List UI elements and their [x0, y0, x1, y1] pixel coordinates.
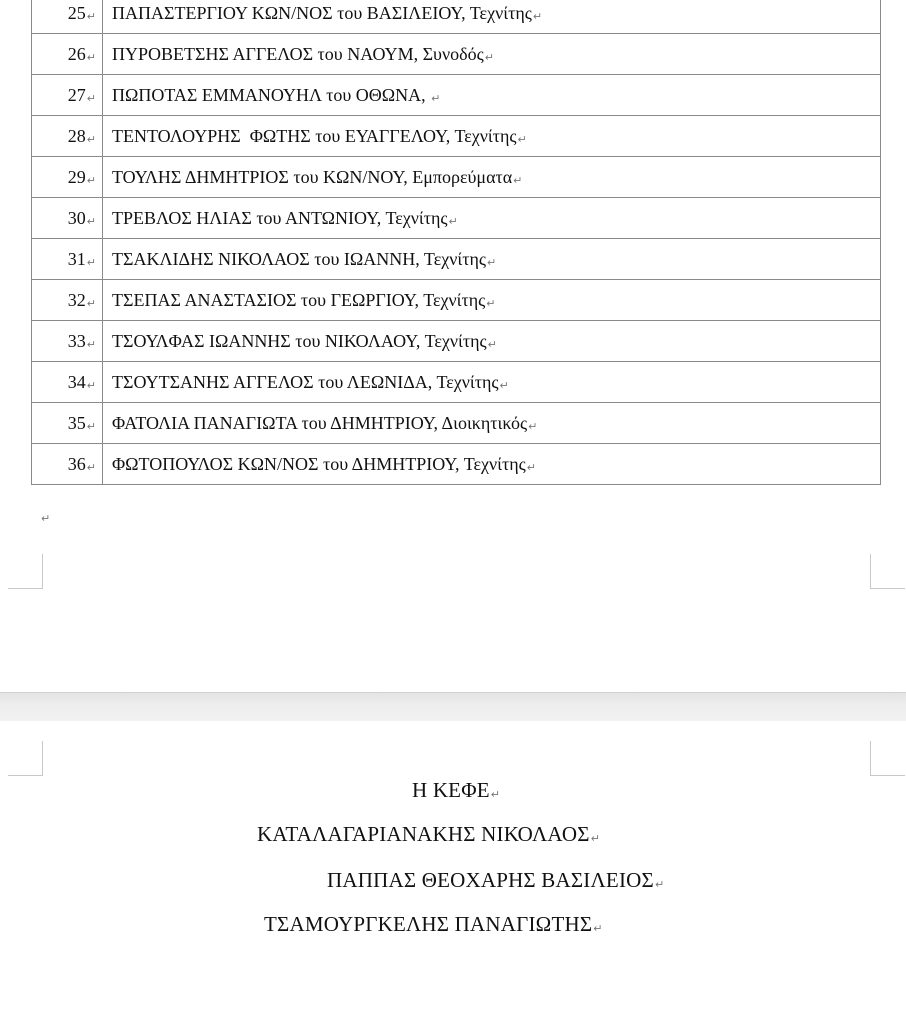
personnel-table: [31, 0, 881, 485]
page-corner-marker-top-left: [8, 741, 43, 776]
paragraph-mark-icon: ↵: [499, 378, 509, 392]
row-number-cell: [32, 321, 103, 362]
row-number: 34: [67, 371, 86, 392]
committee-title: [412, 778, 500, 803]
row-number-cell: [32, 444, 103, 485]
person-cell: [103, 239, 881, 280]
person-entry: ΤΟΥΛΗΣ ΔΗΜΗΤΡΙΟΣ του ΚΩΝ/ΝΟΥ, Εμπορεύματα: [112, 166, 513, 187]
paragraph-mark-icon: ↵: [593, 922, 603, 935]
row-number: 29: [67, 166, 86, 187]
person-entry: ΠΩΠΟΤΑΣ ΕΜΜΑΝΟΥΗΛ του ΟΘΩΝΑ,: [112, 84, 431, 105]
person-cell: [103, 362, 881, 403]
paragraph-mark-icon: ↵: [86, 296, 96, 310]
table-row: [32, 321, 881, 362]
person-cell: [103, 444, 881, 485]
committee-member: [327, 868, 664, 893]
paragraph-mark-icon: ↵: [526, 460, 536, 474]
person-entry: ΦΑΤΟΛΙΑ ΠΑΝΑΓΙΩΤΑ του ΔΗΜΗΤΡΙΟΥ, Διοικητικός: [112, 412, 528, 433]
paragraph-mark-icon: ↵: [517, 132, 527, 146]
row-number-cell: [32, 0, 103, 34]
row-number: 31: [67, 248, 86, 269]
row-number: 27: [67, 84, 86, 105]
person-cell: [103, 403, 881, 444]
paragraph-mark-icon: ↵: [86, 50, 96, 64]
committee-member-name: ΠΑΠΠΑΣ ΘΕΟΧΑΡΗΣ ΒΑΣΙΛΕΙΟΣ: [327, 868, 654, 892]
table-row: [32, 198, 881, 239]
row-number: 32: [67, 289, 86, 310]
paragraph-mark-icon: ↵: [86, 214, 96, 228]
person-cell: [103, 116, 881, 157]
paragraph-mark-icon: ↵: [484, 50, 494, 64]
person-entry: ΤΕΝΤΟΛΟΥΡΗΣ ΦΩΤΗΣ του ΕΥΑΓΓΕΛΟΥ, Τεχνίτης: [112, 125, 517, 146]
committee-member-name: ΤΣΑΜΟΥΡΓΚΕΛΗΣ ΠΑΝΑΓΙΩΤΗΣ: [264, 912, 593, 936]
person-cell: [103, 34, 881, 75]
table-row: [32, 0, 881, 34]
row-number-cell: [32, 239, 103, 280]
paragraph-mark-icon: ↵: [86, 337, 96, 351]
person-entry: ΤΡΕΒΛΟΣ ΗΛΙΑΣ του ΑΝΤΩΝΙΟΥ, Τεχνίτης: [112, 207, 448, 228]
paragraph-mark-icon: ↵: [513, 173, 523, 187]
paragraph-mark-icon: ↵: [86, 173, 96, 187]
person-entry: ΦΩΤΟΠΟΥΛΟΣ ΚΩΝ/ΝΟΣ του ΔΗΜΗΤΡΙΟΥ, Τεχνίτης: [112, 453, 526, 474]
table-row: [32, 444, 881, 485]
person-entry: ΤΣΕΠΑΣ ΑΝΑΣΤΑΣΙΟΣ του ΓΕΩΡΓΙΟΥ, Τεχνίτης: [112, 289, 486, 310]
page-corner-marker-bottom-right: [870, 554, 905, 589]
table-row: [32, 280, 881, 321]
table-row: [32, 403, 881, 444]
page-corner-marker-bottom-left: [8, 554, 43, 589]
row-number-cell: [32, 157, 103, 198]
person-entry: ΠΑΠΑΣΤΕΡΓΙΟΥ ΚΩΝ/ΝΟΣ του ΒΑΣΙΛΕΙΟΥ, Τεχνίτης: [112, 2, 532, 23]
person-entry: ΤΣΑΚΛΙΔΗΣ ΝΙΚΟΛΑΟΣ του ΙΩΑΝΝΗ, Τεχνίτης: [112, 248, 486, 269]
row-number: 26: [67, 43, 86, 64]
person-entry: ΤΣΟΥΛΦΑΣ ΙΩΑΝΝΗΣ του ΝΙΚΟΛΑΟΥ, Τεχνίτης: [112, 330, 487, 351]
page-corner-marker-top-right: [870, 741, 905, 776]
paragraph-mark-icon: ↵: [86, 378, 96, 392]
row-number-cell: [32, 198, 103, 239]
paragraph-mark-icon: ↵: [448, 214, 458, 228]
row-number-cell: [32, 75, 103, 116]
document-page-lower: [0, 721, 906, 1024]
person-cell: [103, 157, 881, 198]
paragraph-mark-icon: ↵: [86, 132, 96, 146]
table-row: [32, 34, 881, 75]
personnel-table-body: [32, 0, 881, 485]
table-row: [32, 239, 881, 280]
committee-member: [257, 822, 600, 847]
row-number: 28: [67, 125, 86, 146]
person-cell: [103, 0, 881, 34]
row-number: 25: [67, 2, 86, 23]
paragraph-mark-icon: ↵: [41, 512, 51, 525]
row-number: 33: [67, 330, 86, 351]
row-number-cell: [32, 34, 103, 75]
paragraph-mark-icon: ↵: [86, 419, 96, 433]
paragraph-mark-icon: ↵: [86, 9, 96, 23]
table-row: [32, 75, 881, 116]
paragraph-mark-icon: ↵: [654, 878, 665, 891]
page-separator: [0, 692, 906, 722]
row-number-cell: [32, 403, 103, 444]
paragraph-mark-icon: ↵: [590, 832, 601, 845]
row-number-cell: [32, 280, 103, 321]
table-row: [32, 116, 881, 157]
paragraph-mark-icon: ↵: [431, 91, 441, 105]
person-cell: [103, 321, 881, 362]
paragraph-mark-icon: ↵: [528, 419, 538, 433]
person-cell: [103, 75, 881, 116]
table-row: [32, 362, 881, 403]
person-cell: [103, 280, 881, 321]
row-number-cell: [32, 116, 103, 157]
row-number: 36: [67, 453, 86, 474]
paragraph-mark-icon: ↵: [86, 255, 96, 269]
person-cell: [103, 198, 881, 239]
paragraph-mark-icon: ↵: [486, 296, 496, 310]
person-entry: ΤΣΟΥΤΣΑΝΗΣ ΑΓΓΕΛΟΣ του ΛΕΩΝΙΔΑ, Τεχνίτης: [112, 371, 499, 392]
committee-member-name: ΚΑΤΑΛΑΓΑΡΙΑΝΑΚΗΣ ΝΙΚΟΛΑΟΣ: [257, 822, 590, 846]
row-number: 35: [67, 412, 86, 433]
committee-member: [264, 912, 603, 937]
table-row: [32, 157, 881, 198]
paragraph-mark-icon: ↵: [86, 91, 96, 105]
paragraph-mark-icon: ↵: [86, 460, 96, 474]
committee-title-text: Η ΚΕΦΕ: [412, 778, 490, 802]
paragraph-mark-icon: ↵: [532, 9, 543, 23]
paragraph-mark-icon: ↵: [487, 337, 497, 351]
row-number: 30: [67, 207, 86, 228]
person-entry: ΠΥΡΟΒΕΤΣΗΣ ΑΓΓΕΛΟΣ του ΝΑΟΥΜ, Συνοδός: [112, 43, 484, 64]
paragraph-mark-icon: ↵: [487, 255, 497, 269]
paragraph-mark-icon: ↵: [490, 788, 501, 801]
row-number-cell: [32, 362, 103, 403]
